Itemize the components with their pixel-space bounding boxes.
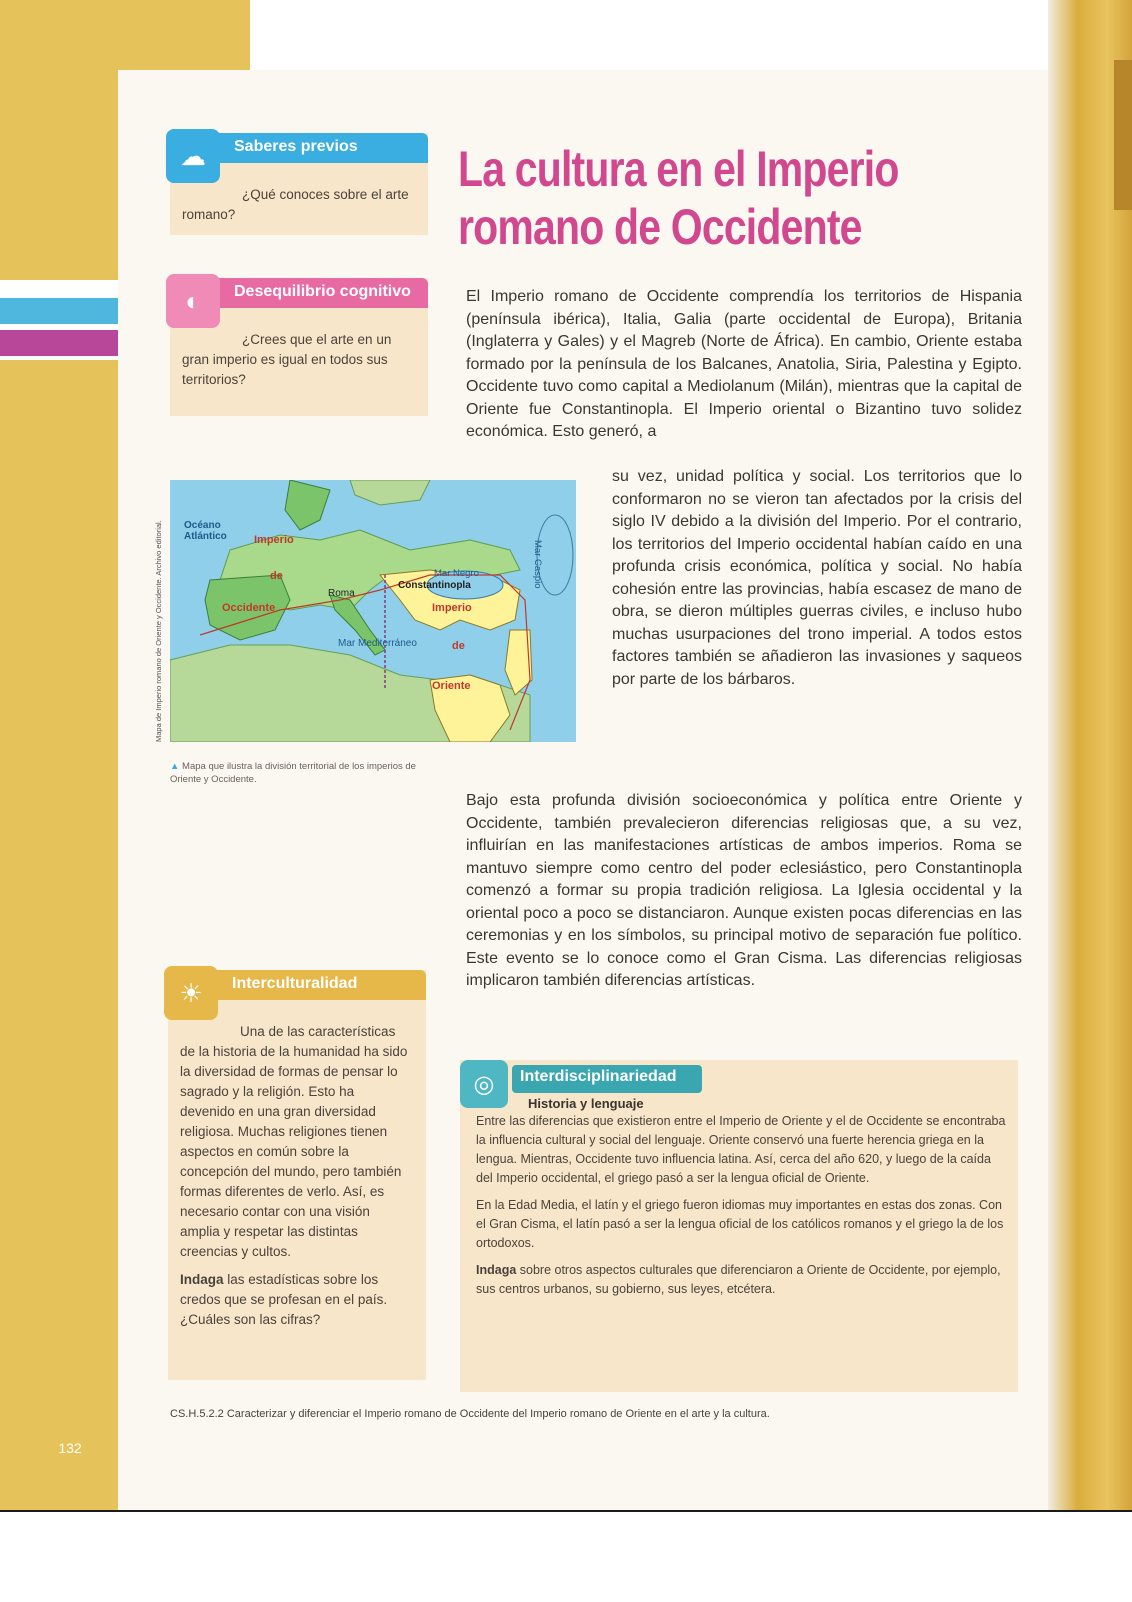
- facing-page-edge: [1048, 0, 1132, 1510]
- left-color-block-lower: [0, 360, 118, 1510]
- empire-map: [170, 480, 576, 742]
- left-blue-band: [0, 298, 118, 324]
- map-label-west-2: de: [270, 570, 283, 582]
- desequilibrio-header: [170, 278, 428, 316]
- interdisciplinariedad-header: [512, 1065, 702, 1093]
- map-label-mediterranean: Mar Mediterráneo: [338, 638, 417, 649]
- body-paragraph-2: Bajo esta profunda división socioeconómica y política entre Oriente y Occidente, también prevalecieron diferencias religiosas que, a su vez, influirían en las manifestaciones artísticas de ambos imperios. Roma se mantuvo siempre como centro del poder eclesiástico, pero Constantinopla comenzó a formar su propia tradición religiosa. La Iglesia occidental y la oriental poco a poco se distanciaron. Aunque existen pocas diferencias en las ceremonias y en los símbolos, su principal motivo de separación fue político. Este evento se lo conoce como el Gran Cisma. Las diferencias religiosas implicaron también diferencias artísticas.: [466, 792, 1022, 989]
- facing-page-tab: [1114, 60, 1132, 210]
- interculturalidad-text: Una de las características de la historia de la humanidad ha sido la diversidad de formas de pensar lo sagrado y la religión. Esto ha devenido en una gran diversidad religiosa. Muchas religiones tienen aspectos en común sobre la concepción del mundo, pero también formas diferentes de verlo. Así, es necesario contar con una visión amplia y respetar las distintas creencias y cultos.: [180, 1024, 408, 1259]
- map-label-east-1: Imperio: [432, 602, 472, 614]
- map-label-east-3: Oriente: [432, 680, 471, 692]
- interdisciplinariedad-heading: Interdisciplinariedad: [520, 1068, 677, 1085]
- top-color-block: [0, 0, 250, 70]
- map-label-east-2: de: [452, 640, 465, 652]
- desequilibrio-cognitivo-box: [170, 278, 428, 416]
- interdisciplinariedad-content: [476, 1112, 1006, 1307]
- body-paragraph-1: El Imperio romano de Occidente comprendía los territorios de Hispania (península ibérica), Italia, Galia (parte occidental de Europa), Britania (Inglaterra y Gales) y el Magreb (Norte de África). En cambio, Oriente estaba formado por la península de los Balcanes, Anatolia, Siria, Palestina y Egipto. Occidente tuvo como capital a Mediolanum (Milán), mientras que la capital de Oriente fue Constantinopla. El Imperio oriental o Bizantino tuvo solidez económica. Esto generó, a: [466, 288, 1022, 440]
- saberes-previos-header: [170, 133, 428, 171]
- sun-mask-icon: ☀: [164, 966, 218, 1020]
- cloud-icon: ☁: [166, 129, 220, 183]
- map-label-west-3: Occidente: [222, 602, 276, 614]
- saberes-previos-heading: Saberes previos: [234, 138, 358, 155]
- map-credit: [152, 480, 168, 742]
- interdisciplinariedad-paragraph-2: En la Edad Media, el latín y el griego fueron idiomas muy importantes en estas dos zonas. Con el Gran Cisma, el latín pasó a ser la lengua oficial de los católicos romanos y el griego la de los ortodoxos.: [476, 1198, 1004, 1250]
- target-icon: ◎: [460, 1060, 508, 1108]
- interdisciplinariedad-task-text: sobre otros aspectos culturales que diferenciaron a Oriente de Occidente, por ejemplo, sus centros urbanos, su gobierno, sus leyes, etcétera.: [476, 1263, 1001, 1296]
- page-title: La cultura en el Imperio romano de Occidente: [458, 141, 899, 255]
- interculturalidad-heading: Interculturalidad: [232, 975, 358, 992]
- map-credit-text: Mapa de Imperio romano de Oriente y Occidente. Archivo editorial.: [154, 520, 163, 742]
- body-paragraph-1-continued: su vez, unidad política y social. Los territorios que lo conformaron no se vieron tan afectados por la crisis del siglo IV debido a la división del Imperio. Por el contrario, los territorios del Imperio occidental habían caído en una profunda crisis económica, política y social. No había cohesión entre las provincias, había escasez de mano de obra, se dieron múltiples guerras civiles, e incluso hubo muchas usurpaciones del trono imperial. A todos estos factores también se añadieron las invasiones y saqueos por parte de los bárbaros.: [612, 468, 1022, 688]
- interdisciplinariedad-box: [460, 1060, 1018, 1392]
- interdisciplinariedad-paragraph-1: Entre las diferencias que existieron entre el Imperio de Oriente y el de Occidente se encontraba la influencia cultural y social del lenguaje. Oriente conservó una fuerte herencia griega en la lengua. Mientras, Occidente tuvo influencia latina. Así, cerca del año 620, y luego de la caída del Imperio occidental, el griego pasó a ser la lengua oficial de Oriente.: [476, 1114, 1006, 1185]
- interculturalidad-task: [180, 1270, 412, 1330]
- desequilibrio-question: ¿Crees que el arte en un gran imperio es igual en todos sus territorios?: [182, 332, 392, 387]
- skill-footer: CS.H.5.2.2 Caracterizar y diferenciar el Imperio romano de Occidente del Imperio romano de Oriente en el arte y la cultura.: [170, 1408, 770, 1420]
- left-purple-band: [0, 330, 118, 356]
- triangle-icon: ▲: [170, 761, 183, 772]
- map-label-atlantic: Océano Atlántico: [184, 520, 227, 542]
- interdisciplinariedad-task-bold: Indaga: [476, 1263, 517, 1277]
- left-color-block: [0, 70, 118, 280]
- desequilibrio-heading: Desequilibrio cognitivo: [234, 283, 411, 300]
- saberes-previos-box: [170, 133, 428, 235]
- interculturalidad-task-bold: Indaga: [180, 1272, 224, 1287]
- head-profile-icon: ◐: [166, 274, 220, 328]
- map-label-caspian: Mar Caspio: [532, 540, 543, 589]
- map-caption-text: Mapa que ilustra la división territorial de los imperios de Oriente y Occidente.: [170, 761, 416, 785]
- map-label-rome: Roma: [328, 588, 355, 599]
- map-label-west-1: Imperio: [254, 534, 294, 546]
- interculturalidad-box: [168, 970, 426, 1380]
- map-label-constantinople: Constantinopla: [398, 580, 471, 591]
- interdisciplinariedad-subheading: Historia y lenguaje: [528, 1096, 644, 1111]
- interculturalidad-task-text: las estadísticas sobre los credos que se profesan en el país. ¿Cuáles son las cifras?: [180, 1272, 388, 1327]
- saberes-previos-question: ¿Qué conoces sobre el arte romano?: [182, 187, 409, 222]
- interculturalidad-header: [168, 970, 426, 1008]
- interdisciplinariedad-task: [476, 1261, 1006, 1299]
- page-number: 132: [58, 1440, 82, 1456]
- map-caption: [170, 760, 440, 786]
- map-label-black-sea: Mar Negro: [434, 568, 479, 579]
- scan-bottom-margin: [0, 1510, 1132, 1602]
